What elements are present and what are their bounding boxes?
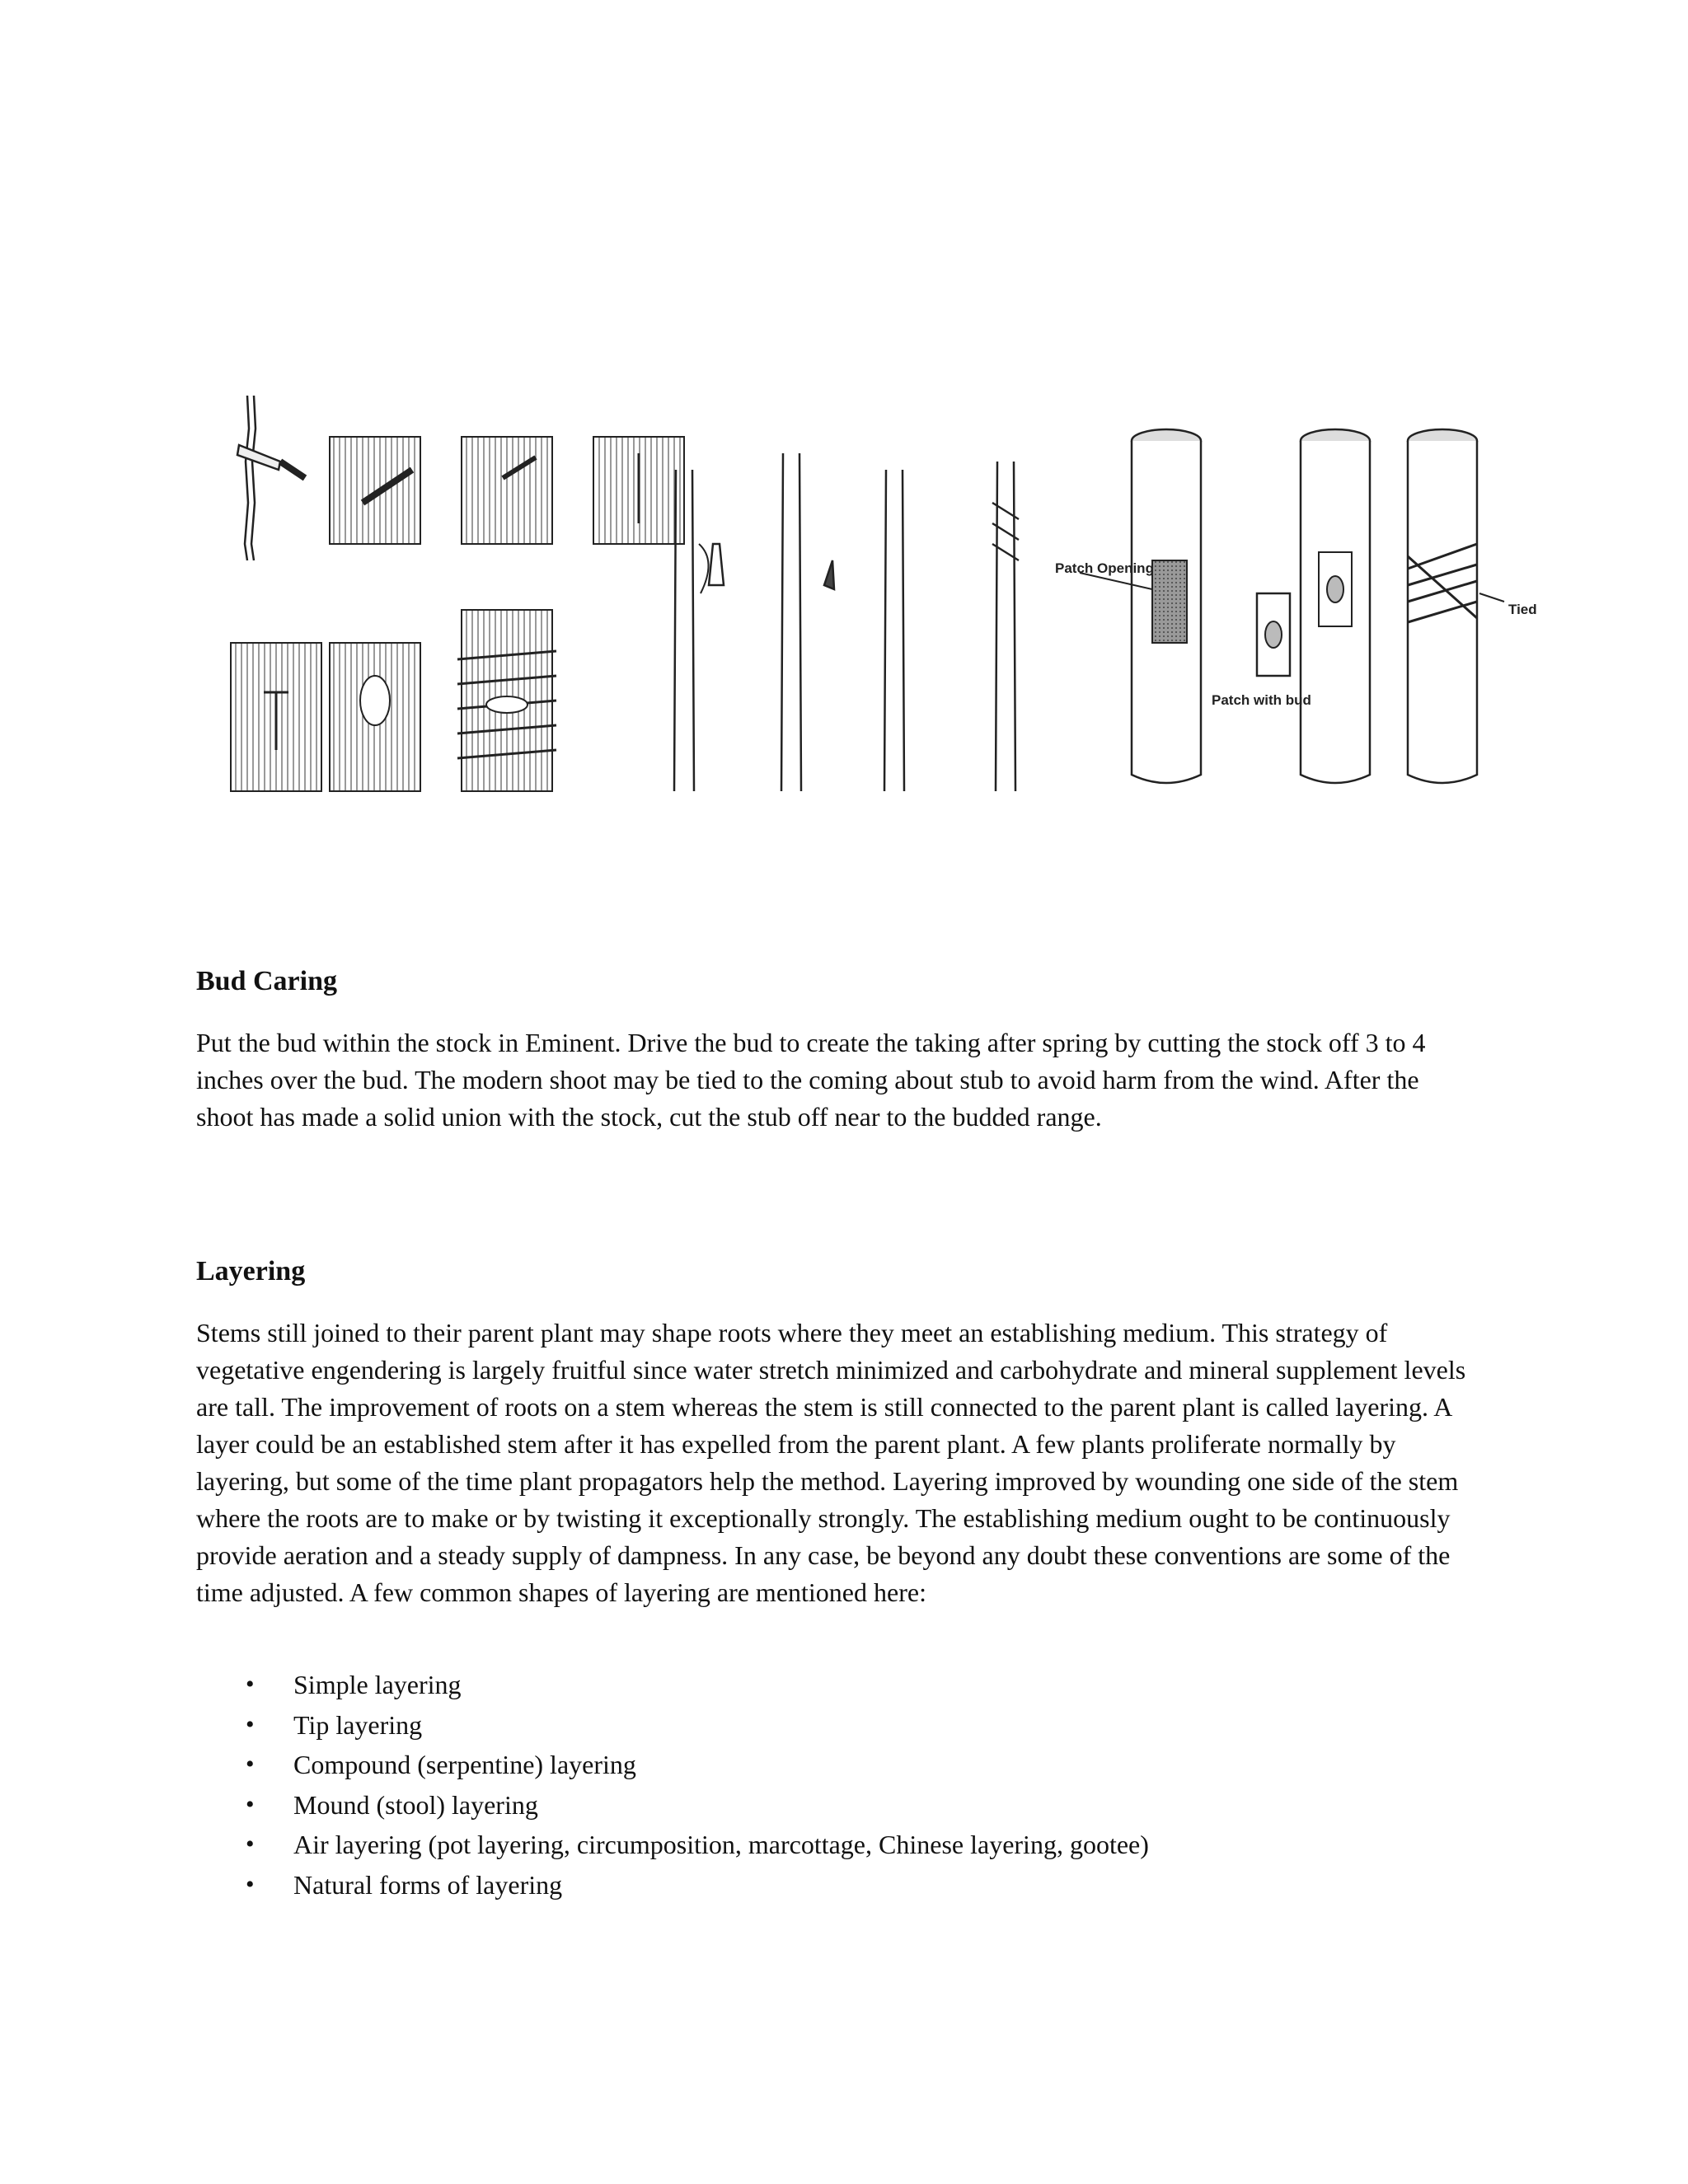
list-item: • Simple layering: [196, 1665, 1149, 1705]
stem-sketch-3: [884, 470, 904, 791]
bark-panel-inserted-bud: [330, 643, 420, 791]
stem-sketch-2: [781, 453, 834, 791]
budding-illustration: [223, 379, 1541, 808]
list-item: • Tip layering: [196, 1705, 1149, 1746]
patch-with-bud-piece: [1257, 593, 1290, 676]
bark-panel-t-cut: [231, 643, 321, 791]
list-item: • Air layering (pot layering, circumposition, marcottage, Chinese layering, gootee): [196, 1825, 1149, 1865]
label-tied: Tied: [1508, 602, 1537, 617]
list-item: • Natural forms of layering: [196, 1865, 1149, 1905]
label-patch-opening: Patch Opening: [1055, 560, 1154, 576]
paragraph-layering: Stems still joined to their parent plant may shape roots where they meet an establishing medium. This strategy of vegetative engendering is largely fruitful since water stretch minimized and carbohydrate and mineral supplement levels are tall. The improvement of roots on a stem whereas the stem is still connected to the parent plant is called layering. A layer could be an established stem after it has expelled from the parent plant. A few plants proliferate normally by layering, but some of the time plant propagators help the method. Layering improved by wounding one side of the stem where the roots are to make or by twisting it exceptionally strongly. The establishing medium ought to be continuously provide aeration and a steady supply of dampness. In any case, be beyond any doubt these conventions are some of the time adjusted. A few common shapes of layering are mentioned here:: [196, 1318, 1466, 1607]
tied-trunk: [1408, 429, 1504, 783]
layering-types-list: [196, 1665, 1149, 1905]
list-item: • Compound (serpentine) layering: [196, 1745, 1149, 1785]
bark-panel-wrapped: [457, 610, 556, 791]
bark-panel-slit: [593, 437, 684, 544]
section-heading-bud-caring: Bud Caring: [196, 966, 337, 996]
section-heading-layering: Layering: [196, 1256, 306, 1286]
label-patch-with-bud: Patch with bud: [1212, 692, 1311, 708]
paragraph-bud-caring: Put the bud within the stock in Eminent. Drive the bud to create the taking after spring by cutting the stock off 3 to 4 inches over the bud. The modern shoot may be tied to the coming about stub to avoid harm from the wind. After the shoot has made a solid union with the stock, cut the stub off near to the budded range.: [196, 1028, 1426, 1132]
twig-knife-sketch: [237, 396, 305, 560]
patch-opening-trunk: [1080, 429, 1201, 783]
stem-sketch-wrapped: [992, 462, 1019, 791]
list-item: • Mound (stool) layering: [196, 1785, 1149, 1825]
patched-trunk: [1301, 429, 1370, 783]
bark-panel-cut-2: [462, 437, 552, 544]
bark-panel-cut-1: [330, 437, 420, 544]
